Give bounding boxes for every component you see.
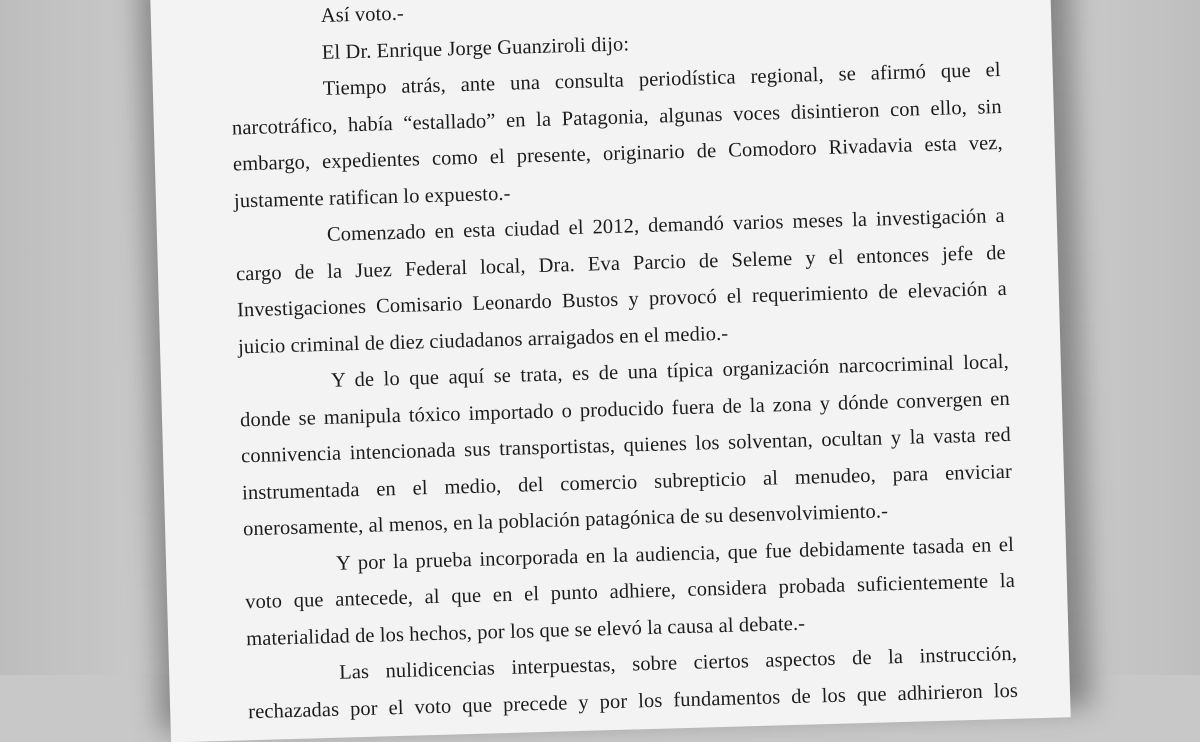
paragraph-line: instrumentada en el medio, del comercio subrepticio al menudeo, para enviciar	[241, 460, 1013, 504]
paragraph-line: donde se manipula tóxico importado o producido fuera de la zona y dónde convergen en	[239, 387, 1011, 431]
paragraph-line: voto que antecede, al que en el punto adhiere, considera probada suficientemente la	[244, 569, 1016, 614]
paragraph-3	[239, 344, 1014, 548]
closing-vote-line: Así voto.-	[320, 2, 405, 27]
paragraph-line: Las nulidicencias interpuestas, sobre ciertos aspectos de la instrucción,	[338, 642, 1018, 684]
paragraph-line: rechazadas por el voto que precede y por los fundamentos de los que adhirieron los	[247, 679, 1019, 723]
paragraph-line: juicio criminal de diez ciudadanos arraigados en el medio.-	[237, 322, 729, 358]
paragraph-line: Y por la prueba incorporada en la audiencia, que fue debidamente tasada en el	[335, 533, 1015, 575]
paragraph-2	[234, 198, 1008, 365]
paragraph-line: Tiempo atrás, ante una consulta periodística regional, se afirmó que el	[322, 58, 1001, 100]
paragraph-line: embargo, expedientes como el presente, originario de Comodoro Rivadavia esta vez,	[232, 131, 1003, 176]
paragraph-line: Comenzado en esta ciudad el 2012, demandó varios meses la investigación a	[326, 204, 1005, 246]
paragraph-line: Y de lo que aquí se trata, es de una típica organización narcocriminal local,	[330, 350, 1010, 392]
paragraph-line: connivencia intencionada sus transportistas, quienes los solventan, ocultan y la vasta red	[240, 423, 1012, 468]
document-text	[228, 0, 1018, 730]
paragraph-line: materialidad de los hechos, por los que se elevó la causa al debate.-	[245, 612, 806, 650]
paragraph-line: justamente ratifican lo expuesto.-	[233, 182, 511, 212]
speaker-line: El Dr. Enrique Jorge Guanziroli dijo:	[321, 32, 630, 64]
document-page	[149, 0, 1070, 742]
paragraph-line: narcotráfico, había “estallado” en la Patagonia, algunas voces disintieron con ello, sin	[231, 95, 1002, 139]
paragraph-line: onerosamente, al menos, en la población patagónica de su desenvolvimiento.-	[242, 500, 889, 541]
paragraph-1	[230, 52, 1004, 219]
paragraph-line: cargo de la Juez Federal local, Dra. Eva Parcio de Seleme y el entonces jefe de	[235, 241, 1007, 285]
paragraph-line: Investigaciones Comisario Leonardo Bustos y provocó el requerimiento de elevación a	[236, 277, 1008, 322]
paragraph-4	[244, 526, 1017, 657]
